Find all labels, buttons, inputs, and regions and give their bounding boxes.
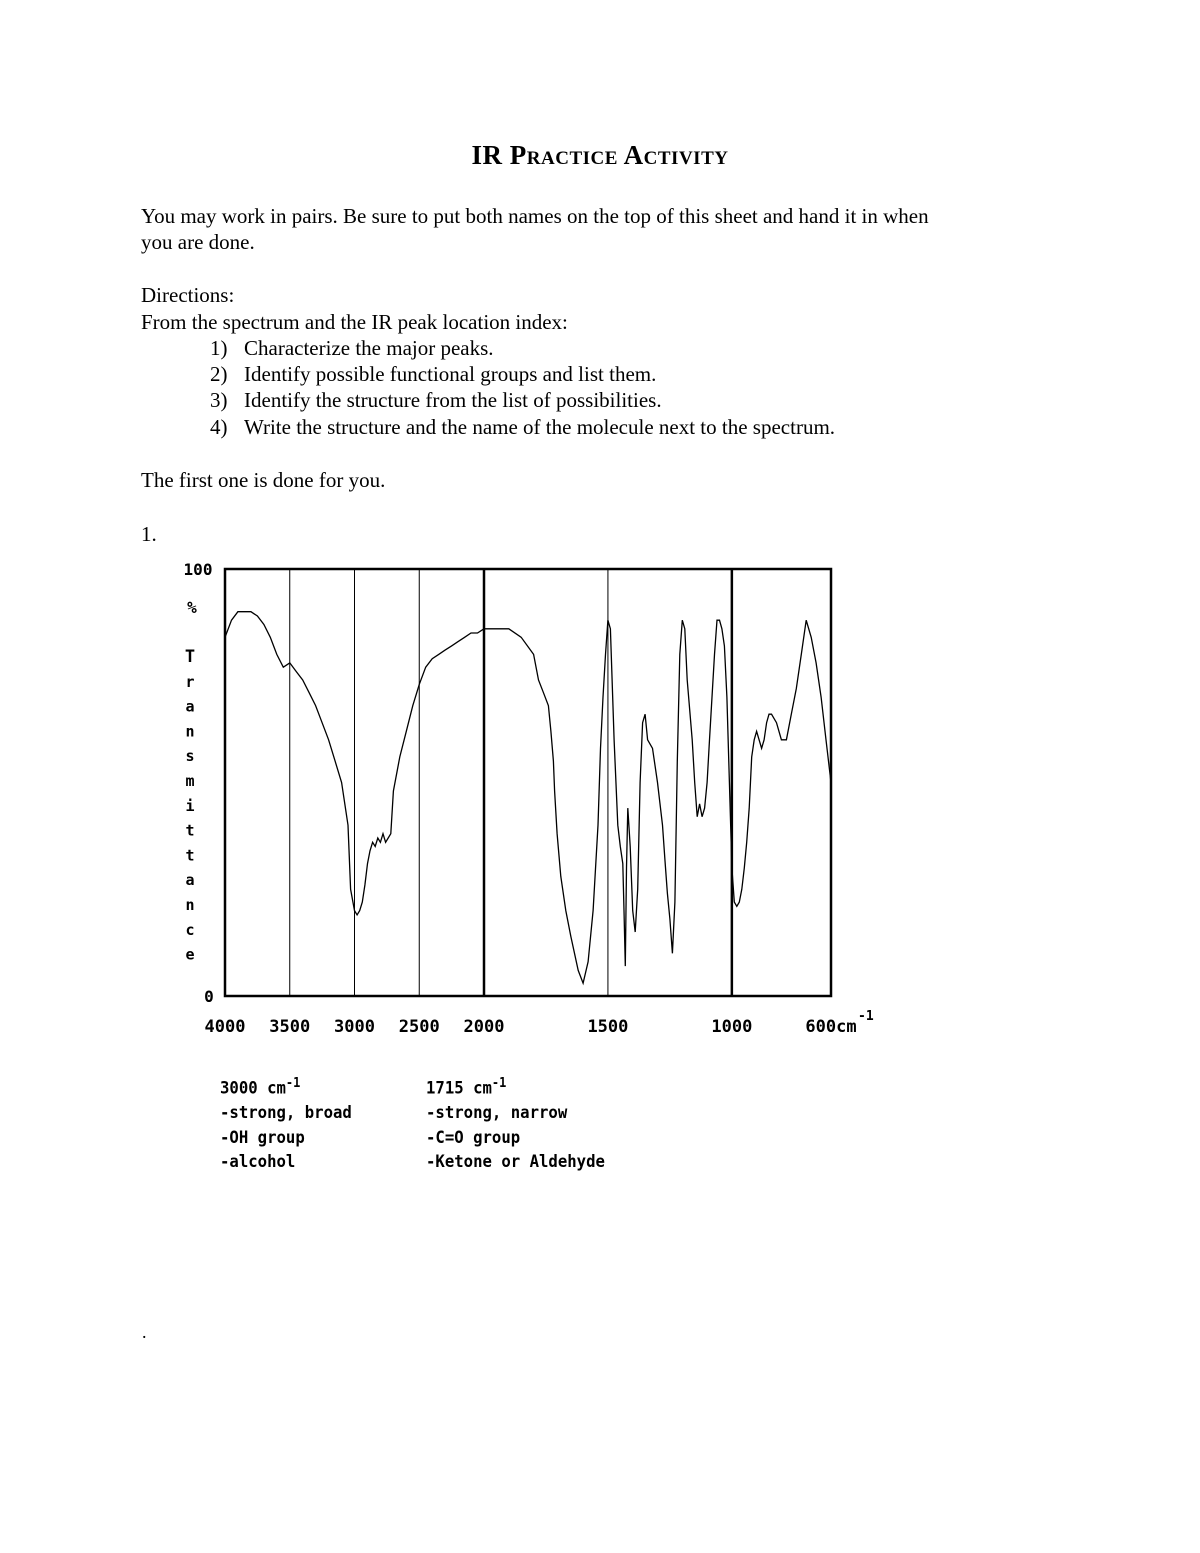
step-4-text: Write the structure and the name of the molecule next to the spectrum.	[244, 415, 836, 439]
directions-lead: From the spectrum and the IR peak location index:	[141, 310, 568, 334]
y-label-letter: a	[185, 697, 195, 716]
y-label-letter: m	[185, 772, 195, 790]
spectrum-line	[225, 612, 831, 984]
y-label-letter: t	[185, 821, 195, 840]
x-tick-4000: 4000	[204, 1017, 246, 1037]
plot-frame	[225, 569, 831, 996]
y-bottom-label: 0	[204, 987, 214, 1006]
annotation-co-superscript: -1	[491, 1076, 507, 1091]
step-2-number: 2)	[210, 362, 228, 386]
x-tick-3500: 3500	[269, 1017, 311, 1037]
y-label-letter: i	[185, 796, 195, 815]
intro-line-1: You may work in pairs. Be sure to put both names on the top of this sheet and hand it in when	[141, 204, 929, 228]
y-label-letter: c	[185, 920, 195, 939]
y-label-letter: a	[185, 871, 195, 890]
x-tick-1500: 1500	[587, 1017, 629, 1037]
y-top-label: 100	[183, 560, 213, 579]
annotation-oh	[220, 1072, 352, 1175]
x-tick-3000: 3000	[334, 1017, 375, 1037]
page-title: IR Practice Activity	[471, 140, 729, 170]
item-number: 1.	[141, 522, 157, 546]
y-label-letter: T	[184, 647, 196, 667]
trailing-mark: .	[142, 1322, 147, 1342]
annotation-co-line-1: -strong, narrow	[426, 1103, 568, 1124]
annotation-co-line-2: -C=O group	[426, 1127, 521, 1148]
y-label-letter: n	[185, 896, 195, 914]
annotation-co-line-3: -Ketone or Aldehyde	[426, 1152, 605, 1173]
y-label-letter: e	[185, 945, 195, 964]
y-label-letter: s	[185, 747, 195, 766]
y-axis-labels	[184, 560, 214, 1006]
y-label-letter: r	[185, 672, 195, 691]
step-2-text: Identify possible functional groups and list them.	[244, 362, 657, 386]
annotation-oh-superscript: -1	[285, 1076, 301, 1091]
annotation-oh-line-1: -strong, broad	[220, 1103, 352, 1124]
annotation-oh-wavenumber: 3000 cm	[220, 1078, 286, 1099]
chart-gridlines	[290, 569, 732, 996]
x-unit-superscript: -1	[858, 1009, 874, 1024]
intro-line-2: you are done.	[141, 230, 255, 254]
annotation-co-wavenumber: 1715 cm	[426, 1078, 492, 1099]
directions-heading: Directions:	[141, 283, 235, 307]
y-percent-label: %	[187, 598, 197, 617]
step-3-text: Identify the structure from the list of possibilities.	[244, 388, 662, 412]
step-3-number: 3)	[210, 388, 228, 412]
x-tick-600: 600cm	[805, 1017, 857, 1037]
x-tick-1000: 1000	[711, 1017, 753, 1037]
step-1-number: 1)	[210, 336, 228, 360]
x-tick-2000: 2000	[463, 1017, 505, 1037]
annotation-oh-line-3: -alcohol	[220, 1152, 296, 1173]
first-done-note: The first one is done for you.	[141, 468, 386, 492]
y-label-letter: t	[185, 846, 195, 865]
annotation-co	[426, 1072, 605, 1175]
y-label-letter: n	[185, 722, 195, 741]
x-tick-2500: 2500	[398, 1017, 440, 1037]
x-tick-labels	[205, 1009, 874, 1037]
step-4-number: 4)	[210, 415, 228, 439]
step-1-text: Characterize the major peaks.	[244, 336, 494, 360]
annotation-oh-line-2: -OH group	[220, 1127, 305, 1148]
